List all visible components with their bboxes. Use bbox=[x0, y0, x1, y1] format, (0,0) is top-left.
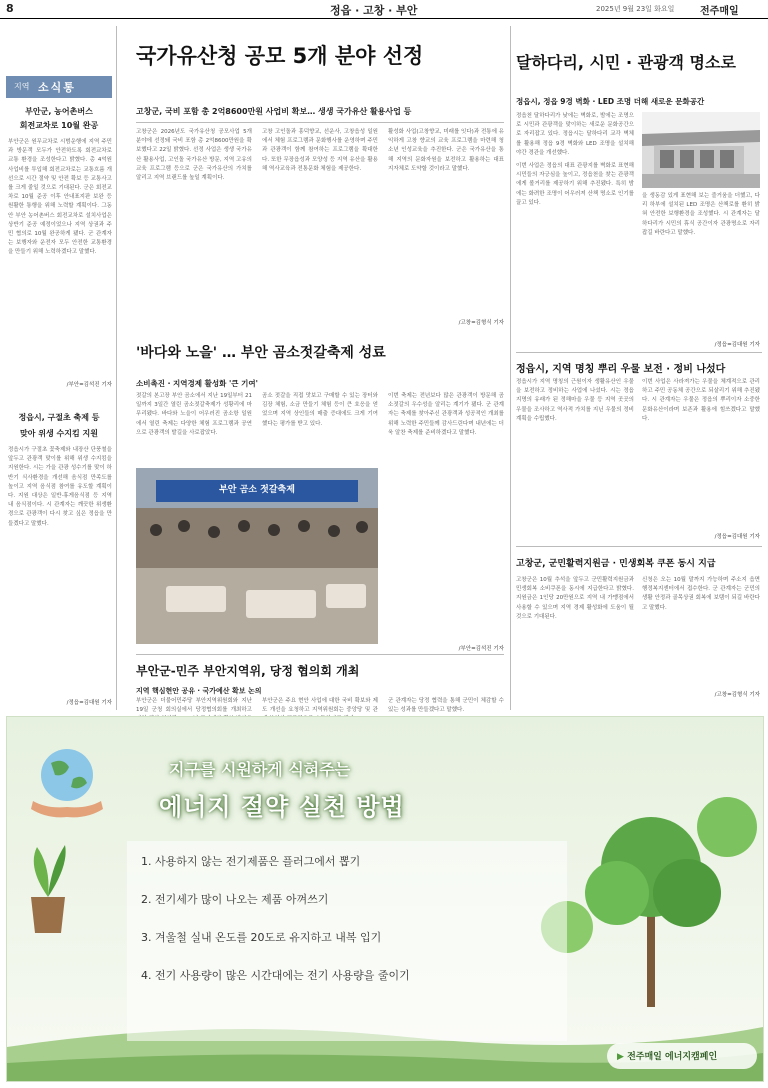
sidebar-item1-body: 부안군은 원무교차로 시범운행에 지역 주민과 방문객 모두가 안전하도록 회전교차로 교통 환경을 조성한다고 밝혔다. 총 4억원 사업비를 투입해 회전교차로는 교통흐름 개선으로 시간 절약 및 안전 확보 등 교통사고를 크게 줄일 것으로 기대된다. 군은 회전교차로 10월 준공 이후 안내표지판 보완 등 원활한 통행을 위해 노력할 계획이다. 그동안 부안 농어촌버스 회전교차로 설치사업은 상반기 준공 예정이었으나 지역 상권과 주민 협의로 10월 완공하게 됐다. 군 관계자는 보행자와 운전자 모두 안전한 교통환경을 만들기 위해 노력하겠다고 말했다. bbox=[8, 139, 112, 256]
ad-item-2: 2. 전기세가 많이 나오는 제품 아껴쓰기 bbox=[141, 893, 329, 906]
art3-subhead: 지역 핵심현안 공유 · 국가예산 확보 논의 bbox=[136, 687, 262, 695]
sidebar-item1-title1: 부안군, 농어촌버스 bbox=[25, 107, 93, 116]
festival-photo bbox=[136, 468, 378, 644]
sidebar-item2-body: 정읍시가 구절초 꽃축제와 내장산 단풍철을 앞두고 관광객 맞이를 위해 위생 수지킴을 지원한다. 시는 가을 관광 성수기를 맞이 하반기 식사환경을 개선해 음식점 만족도를 높이고 지역 음식점 참여를 유도할 계획이다. 지원 대상은 일반·휴게음식점 등 지역 내 음식점이다. 시 관계자는 깨끗한 위생환경으로 관광객이 다시 찾고 싶은 정읍을 만들겠다고 말했다. bbox=[8, 447, 112, 527]
art6-headline: 고창군, 군민활력지원금 · 민생회복 쿠폰 동시 지급 bbox=[516, 559, 716, 569]
art1-col2: 고창 고인돌과 흥덕향교, 선운사, 고창읍성 일원에서 체험 프로그램과 문화행사를 운영하며 주민과 관광객이 함께 참여하는 프로그램을 확대한다. 또한 무장읍성과 모양성 등 지역 유산을 활용해 역사교육과 전통문화 체험을 제공한다. bbox=[262, 129, 378, 172]
art5-byline: /정읍=김대원 기자 bbox=[714, 534, 760, 540]
art3-headline: 부안군-민주 부안지역위, 당정 협의회 개최 bbox=[136, 664, 360, 678]
ad-item-3: 3. 겨울철 실내 온도를 20도로 유지하고 내복 입기 bbox=[141, 931, 382, 944]
art6-byline: /고창=김형식 기자 bbox=[714, 692, 760, 698]
page-header bbox=[0, 0, 768, 19]
art3-col2: 부안군은 주요 현안 사업에 대한 국비 확보와 제도 개선을 요청하고 지역위원회는 중앙당 및 관 bbox=[262, 698, 378, 714]
ad-footer-text: 전주매일 에너지캠페인 bbox=[627, 1052, 718, 1062]
art2-headline: '바다와 노을' … 부안 곰소젓갈축제 성료 bbox=[136, 345, 386, 361]
energy-saving-ad bbox=[6, 716, 764, 1082]
art5-headline: 정읍시, 지역 명칭 뿌리 우물 보전 · 정비 나섰다 bbox=[516, 364, 726, 375]
art2-col1: 젓갈의 본고장 부안 곰소에서 지난 19일부터 21일까지 3일간 열린 곰소젓갈축제가 성황리에 마무리됐다. 바다와 노을이 어우러진 곰소항 일원에서 열린 축제는 다양한 체험 프로그램과 공연으로 관광객의 발길을 사로잡았다. bbox=[136, 393, 252, 436]
ad-footer bbox=[617, 1049, 717, 1062]
art2-col3: 이번 축제는 전년보다 많은 관광객이 방문해 곰소젓갈의 우수성을 알리는 계기가 됐다. 군 관계자는 축제를 찾아주신 관광객과 성공적인 개최를 위해 노력한 주민들께 감사드린다며 내년에는 더욱 알찬 축제를 준비하겠다고 말했다. bbox=[388, 393, 504, 436]
art5-col2: 이번 사업은 사라져가는 우물을 체계적으로 관리하고 주민 공동체 공간으로 되살리기 위해 추진됐다. 시 관계자는 우물은 정읍의 뿌리이자 소중한 문화유산이라며 보존과 활용에 힘쓰겠다고 말했다. bbox=[642, 379, 760, 422]
art5-col1: 정읍시가 지역 명칭의 근원이자 생활유산인 우물을 보전하고 정비하는 사업에 나섰다. 시는 정읍 지명의 유래가 된 정해마을 우물 등 지역 곳곳의 우물을 조사하고 역사적 가치를 지닌 우물의 정비 계획을 수립했다. bbox=[516, 379, 634, 422]
art5-top-rule bbox=[516, 352, 762, 353]
column-divider-2 bbox=[510, 26, 511, 710]
sidebar-item1-byline: /부안=김석진 기자 bbox=[66, 382, 112, 388]
bridge-photo bbox=[642, 112, 760, 188]
art1-subhead: 고창군, 국비 포함 총 2억8600만원 사업비 확보… 생생 국가유산 활용사업 등 bbox=[136, 107, 412, 116]
page-number: 8 bbox=[6, 2, 14, 15]
art4-col2: 이번 사업은 정읍의 대표 관광지를 벽화로 표현해 시민들의 자긍심을 높이고, 정읍천을 찾는 관광객에게 볼거리를 제공하기 위해 추진됐다. 특히 밤에는 화려한 조명이 어우러져 산책 명소로 인기를 끌고 있다. bbox=[516, 163, 634, 206]
sidebar-item1-title2: 회전교차로 10월 완공 bbox=[19, 121, 99, 130]
art6-top-rule bbox=[516, 546, 762, 547]
sidebar-item2-byline: /정읍=김대원 기자 bbox=[66, 700, 112, 706]
art2-subhead: 소비촉진 · 지역경제 활성화 '큰 기여' bbox=[136, 379, 258, 388]
art6-col1: 고창군은 10월 추석을 앞두고 군민활력지원금과 민생회복 소비쿠폰을 동시에 지급한다고 밝혔다. 지원금은 1인당 20만원으로 지역 내 가맹점에서 사용할 수 있으며 지역 경제 활성화에 도움이 될 것으로 기대된다. bbox=[516, 577, 634, 620]
sidebar-item2-title1: 정읍시, 구절초 축제 등 bbox=[18, 413, 100, 422]
art4-headline: 달하다리, 시민 · 관광객 명소로 bbox=[516, 53, 736, 72]
art1-headline: 국가유산청 공모 5개 분야 선정 bbox=[136, 44, 424, 68]
art3-col1: 부안군은 더불어민주당 부안지역위원회와 지난 19일 군청 회의실에서 당정협의회를 개최하고 bbox=[136, 698, 252, 714]
ad-title1: 지구를 시원하게 식혀주는 bbox=[169, 760, 351, 779]
art2-byline: /부안=김석진 기자 bbox=[458, 646, 504, 652]
ad-title2: 에너지 절약 실천 방법 bbox=[159, 793, 405, 821]
art4-col3: 을 생동감 있게 표현해 보는 즐거움을 더했고, 다리 하부에 설치된 LED 조명은 산책로를 환히 밝혀 안전한 보행환경을 조성했다. 시 관계자는 달하다리가 시민의 휴식 공간이자 관광명소로 자리잡길 바란다고 말했다. bbox=[642, 193, 760, 236]
photo-banner-text: 부안 곰소 젓갈축제 bbox=[219, 485, 295, 495]
art4-byline: /정읍=김대원 기자 bbox=[714, 342, 760, 348]
column-divider bbox=[116, 26, 117, 710]
sidebar-title: 소식통 bbox=[38, 81, 76, 94]
art3-top-rule bbox=[136, 654, 504, 655]
art6-col2: 신청은 오는 10월 말까지 가능하며 주소지 읍면 행정복지센터에서 접수한다. 군 관계자는 군민의 생활 안정과 골목상권 회복에 보탬이 되길 바란다고 말했다. bbox=[642, 577, 760, 611]
publication-name: 전주매일 bbox=[700, 6, 739, 17]
section-title: 정읍 · 고창 · 부안 bbox=[330, 4, 418, 17]
sidebar-header bbox=[6, 76, 112, 96]
sidebar-tag: 지역 bbox=[14, 82, 30, 91]
art1-col1: 고창군은 2026년도 국가유산청 공모사업 5개 분야에 선정돼 국비 포함 총 2억8600만원을 확보했다고 22일 밝혔다. 선정 사업은 생생 국가유산 활용사업, 고인돌 국가유산 방문, 지역 고유의 교육 프로그램 등으로 군은 국가유산의 가치를 알리고 지역 브랜드를 높일 계획이다. bbox=[136, 129, 252, 182]
art2-col2: 곰소 젓갈을 직접 맛보고 구매할 수 있는 장터와 김장 체험, 소금 만들기 체험 등이 큰 호응을 얻었으며 지역 상인들의 매출 증대에도 크게 기여했다는 평가를 받고 있다. bbox=[262, 393, 378, 427]
leaf-icon: ▶ bbox=[617, 1052, 624, 1062]
sidebar-rule bbox=[6, 96, 112, 98]
art4-col1: 정읍천 달하다리가 낮에는 벽화로, 밤에는 조명으로 시민과 관광객을 맞이하는 새로운 문화공간으로 자리잡고 있다. 정읍시는 달하다리 교각 벽체를 활용해 정읍 9경 벽화와 LED 조명을 설치해 야간 경관을 개선했다. bbox=[516, 113, 634, 156]
ad-item-1: 1. 사용하지 않는 전기제품은 플러그에서 뽑기 bbox=[141, 855, 361, 868]
art1-byline: /고창=김형식 기자 bbox=[458, 320, 504, 326]
art1-col3: 활성화 사업(고창향교, 미래를 잇다)과 전통에 유익하게 고창 향교의 교육 프로그램을 마련해 청소년 인성교육을 추진한다. 군은 국가유산을 통해 지역의 문화자원을 보전하고 활용하는 대표 지자체로 도약할 것이라고 말했다. bbox=[388, 129, 504, 172]
bridge-photo-image bbox=[642, 112, 760, 188]
art1-rule bbox=[136, 122, 504, 123]
art4-subhead: 정읍시, 정읍 9경 벽화 · LED 조명 더해 새로운 문화공간 bbox=[516, 97, 705, 106]
ad-item-4: 4. 전기 사용량이 많은 시간대에는 전기 사용량을 줄이기 bbox=[141, 969, 410, 982]
sidebar-item2-title2: 맞아 위생 수지킴 지원 bbox=[20, 429, 98, 438]
issue-date: 2025년 9월 23일 화요일 bbox=[596, 5, 675, 13]
art3-col3: 군 관계자는 당정 협력을 통해 군민이 체감할 수 있는 성과를 만들겠다고 말했다. bbox=[388, 698, 504, 714]
